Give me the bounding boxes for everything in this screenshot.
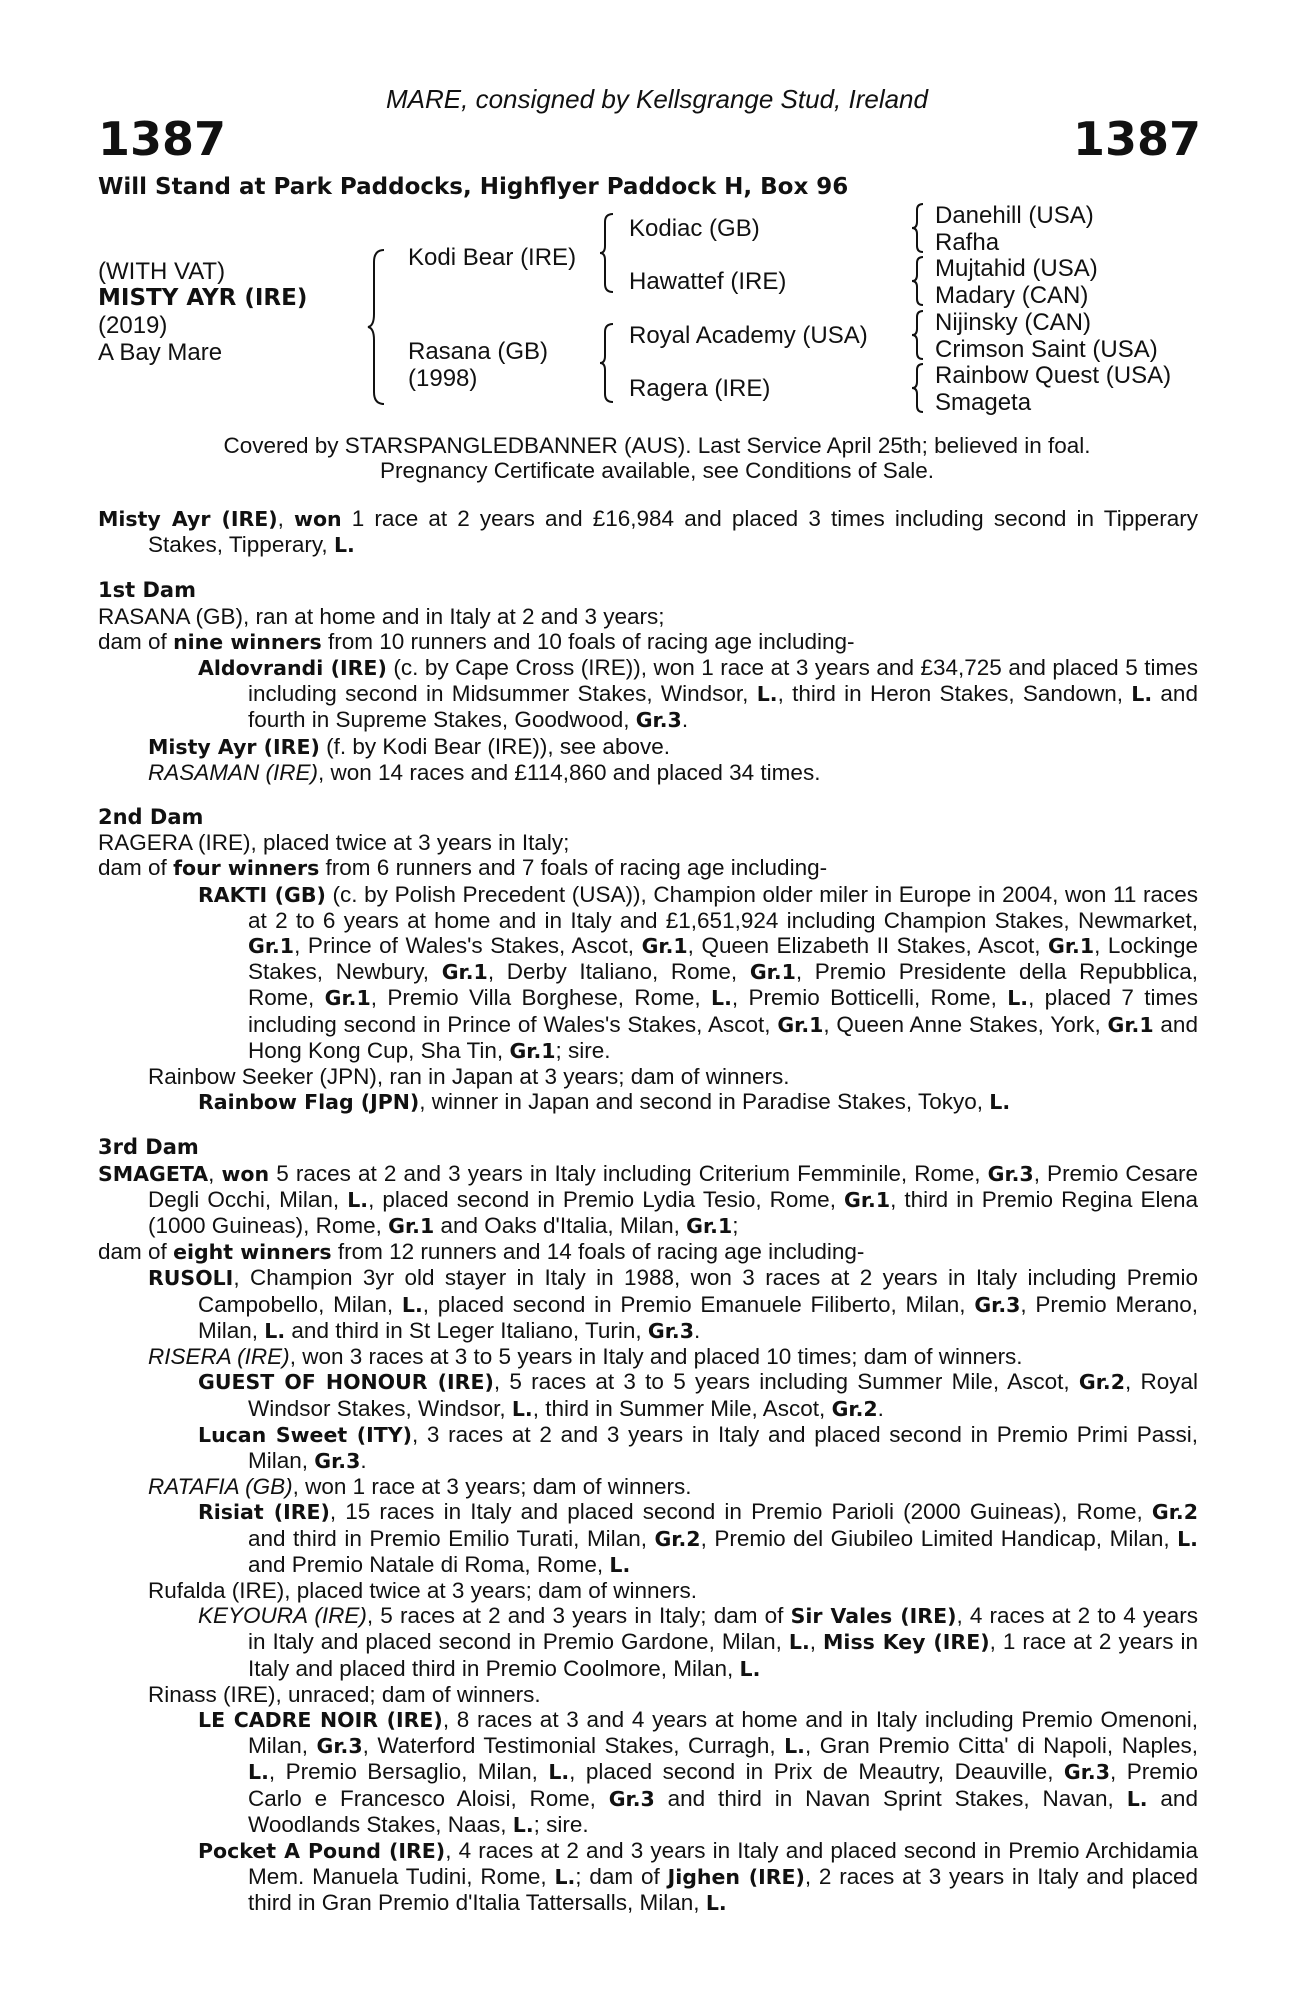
entry-text: , Prince of Wales's Stakes, Ascot, (294, 933, 635, 959)
entry-text: , Queen Elizabeth II Stakes, Ascot, (687, 933, 1041, 959)
sd-sire: Mujtahid (USA) (935, 255, 1098, 282)
produce-entry: Aldovrandi (IRE) (c. by Cape Cross (IRE)), won 1 race at 3 years and £34,725 and placed 5 times including second in Midsummer Stakes, Windsor, L., third in Heron Stakes, Sandown, L. and fourth in Supreme Stakes, Goodwood, Gr.3. (198, 655, 1198, 733)
produce-entry (98, 734, 1198, 760)
entry-text: and Oaks d'Italia, Milan, (440, 1213, 680, 1239)
listed-mark: L. (512, 1812, 534, 1837)
first-dam-produce (98, 629, 1198, 655)
intro-won: won (294, 507, 342, 531)
listed-mark: L. (1007, 986, 1029, 1011)
entry-name: Jighen (IRE) (667, 1865, 805, 1890)
entry-name: RISERA (IRE) (148, 1344, 290, 1370)
ds-sire: Nijinsky (CAN) (935, 309, 1091, 336)
entry-text: , Premio Presidente della Repubblica, Rome, (248, 959, 1198, 1011)
dd-dam: Smageta (935, 389, 1032, 416)
entry-text: , third in Heron Stakes, Sandown, (777, 681, 1123, 707)
consignor-line: MARE, consigned by Kellsgrange Stud, Ireland (386, 84, 928, 114)
entry-text: , third in Premio Regina Elena (1000 Guineas), Rome, (148, 1186, 1199, 1239)
entry-text: (f. by Kodi Bear (IRE)), see above. (326, 733, 670, 759)
listed-mark: L. (248, 1760, 269, 1785)
horse-description: A Bay Mare (98, 339, 223, 366)
horse-name: MISTY AYR (IRE) (98, 285, 308, 311)
intro-text: 1 race at 2 years and £16,984 and placed 3 times including second in Tipperary Stakes, Tipperary, (148, 506, 1198, 558)
listed-mark: L. (401, 1292, 423, 1317)
entry-name: SMAGETA (98, 1161, 209, 1186)
entry-text: , third in Summer Mile, Ascot, (532, 1395, 826, 1421)
entry-text: , placed 7 times including second in Prince of Wales's Stakes, Ascot, (248, 985, 1198, 1037)
entry-text: , won 1 race at 3 years; dam of winners. (292, 1474, 692, 1500)
sire-dam: Hawattef (IRE) (629, 268, 787, 295)
dd-sire: Rainbow Quest (USA) (935, 362, 1172, 389)
entry-name: Misty Ayr (IRE) (148, 734, 320, 759)
group-mark: Gr.3 (314, 1448, 361, 1473)
listed-mark: L. (554, 1865, 576, 1890)
entry-text: (c. by Cape Cross (IRE)), won 1 race at 3 years and £34,725 and placed 5 times including second in Midsummer Stakes, Windsor, (248, 655, 1198, 707)
entry-name: LE CADRE NOIR (IRE) (198, 1707, 443, 1732)
dam: Rasana (GB) (408, 338, 549, 365)
covered-line-2: Pregnancy Certificate available, see Conditions of Sale. (379, 458, 935, 483)
produce-summary: from 6 runners and 7 foals of racing age including- (325, 855, 828, 881)
entry-text: , 3 races at 2 and 3 years in Italy and placed second in Premio Primi Passi, Milan, (248, 1421, 1199, 1473)
intro-listed: L. (333, 533, 355, 558)
entry-text: , won 3 races at 3 to 5 years in Italy and placed 10 times; dam of winners. (289, 1344, 1023, 1370)
entry-text: ; dam of (575, 1864, 660, 1890)
produce-entry (98, 1838, 1198, 1917)
produce-entry (98, 1369, 1198, 1421)
entry-text: and third in Navan Sprint Stakes, Navan, (667, 1785, 1114, 1811)
produce-entry (98, 1089, 1198, 1115)
produce-entry (98, 1422, 1198, 1474)
entry-text: , Premio Merano, Milan, (198, 1291, 1198, 1343)
group-mark: Gr.1 (388, 1214, 435, 1239)
entry-name: KEYOURA (IRE) (198, 1603, 367, 1629)
group-mark: Gr.1 (749, 960, 796, 985)
produce-entry (98, 1265, 1198, 1344)
group-mark: Gr.1 (641, 934, 688, 959)
entry-name: Rainbow Flag (JPN) (198, 1090, 420, 1115)
intro-horse-name: Misty Ayr (IRE) (98, 507, 278, 531)
listed-mark: L. (1131, 682, 1153, 707)
brace-ds (910, 309, 926, 361)
entry-text: , Lockinge Stakes, Newbury, (248, 933, 1198, 985)
entry-text: , winner in Japan and second in Paradise Stakes, Tokyo, (419, 1089, 983, 1115)
entry-text: , 2 races at 3 years in Italy and placed third in Gran Premio d'Italia Tattersalls, Milan, (248, 1864, 1198, 1916)
produce-entry (98, 882, 1198, 1064)
entry-text: and Woodlands Stakes, Naas, (248, 1785, 1198, 1837)
listed-mark: L. (705, 1891, 727, 1916)
group-mark: Gr.3 (316, 1734, 363, 1759)
entry-text: , 4 races at 2 to 4 years in Italy and placed second in Premio Gardone, Milan, (248, 1603, 1198, 1655)
group-mark: Gr.3 (608, 1786, 655, 1811)
entry-text: . (693, 1317, 701, 1343)
entry-text: , Premio Cesare Degli Occhi, Milan, (148, 1160, 1198, 1212)
horse-year: (2019) (98, 312, 168, 339)
entry-name: Sir Vales (IRE) (790, 1604, 957, 1629)
listed-mark: L. (788, 1630, 810, 1655)
produce-entry (98, 1499, 1198, 1578)
listed-mark: L. (548, 1760, 570, 1785)
won-label: won (221, 1161, 270, 1186)
listed-mark: L. (1126, 1786, 1148, 1811)
entry-text: ; sire. (533, 1811, 589, 1837)
entry-name: RATAFIA (GB) (148, 1474, 293, 1500)
entry-text: . (877, 1395, 884, 1421)
entry-text: , Queen Anne Stakes, York, (823, 1011, 1101, 1037)
intro-paragraph: Misty Ayr (IRE), won 1 race at 2 years and £16,984 and placed 3 times including second in Tipperary Stakes, Tipperary, L. (98, 506, 1198, 558)
group-mark: Gr.3 (635, 708, 682, 733)
lot-number-left: 1387 (98, 112, 227, 166)
listed-mark: L. (347, 1187, 369, 1212)
entry-text: and Hong Kong Cup, Sha Tin, (248, 1011, 1198, 1063)
entry-text: , Premio Carlo e Francesco Aloisi, Rome, (248, 1759, 1198, 1811)
first-dam-line: RASANA (GB), ran at home and in Italy at 2 and 3 years; (98, 603, 665, 629)
listed-mark: L. (511, 1396, 533, 1421)
group-mark: Gr.3 (974, 1292, 1021, 1317)
group-mark: Gr.2 (831, 1396, 878, 1421)
listed-mark: L. (711, 986, 732, 1011)
group-mark: Gr.2 (1078, 1370, 1125, 1395)
winners-count: four winners (173, 856, 320, 881)
entry-text: , placed second in Premio Emanuele Filiberto, Milan, (422, 1291, 966, 1317)
second-dam-line: RAGERA (IRE), placed twice at 3 years in Italy; (98, 830, 570, 856)
entry-text: , Champion 3yr old stayer in Italy in 1988, won 3 races at 2 years in Italy including Premio Campobello, Milan, (198, 1265, 1198, 1317)
entry-text: , 5 races at 3 to 5 years including Summer Mile, Ascot, (493, 1369, 1070, 1395)
entry-name: Miss Key (IRE) (823, 1630, 990, 1655)
covered-line-1: Covered by STARSPANGLEDBANNER (AUS). Last Service April 25th; believed in foal. (223, 433, 1091, 458)
group-mark: Gr.3 (1063, 1760, 1110, 1785)
entry-text: and Premio Natale di Roma, Rome, (248, 1551, 604, 1577)
winners-count: eight winners (173, 1240, 332, 1265)
lot-number-right: 1387 (1072, 112, 1201, 166)
brace-sd (910, 255, 926, 307)
entry-text: , (809, 1629, 816, 1655)
produce-entry (98, 1474, 1198, 1499)
entry-text: , 4 races at 2 and 3 years in Italy and placed second in Premio Archidamia Mem. Manuela Tudini, Rome, (248, 1837, 1198, 1890)
group-mark: Gr.1 (509, 1038, 556, 1063)
entry-name: Aldovrandi (IRE) (198, 656, 387, 681)
brace-dd (910, 362, 926, 414)
dam-year: (1998) (408, 365, 478, 392)
entry-name: RASAMAN (IRE) (148, 759, 319, 785)
group-mark: Gr.3 (647, 1318, 694, 1343)
first-dam-heading: 1st Dam (98, 578, 196, 603)
entry-text: , Premio Villa Borghese, Rome, (370, 985, 701, 1011)
entry-name: Lucan Sweet (ITY) (198, 1422, 412, 1447)
entry-text: , Premio Botticelli, Rome, (731, 985, 997, 1011)
listed-mark: L. (739, 1656, 761, 1681)
second-dam-heading: 2nd Dam (98, 805, 204, 830)
third-dam-line: SMAGETA, won 5 races at 2 and 3 years in Italy including Criterium Femminile, Rome, Gr.3, Premio Cesare Degli Occhi, Milan, L., placed second in Premio Lydia Tesio, Rome, Gr.1, third in Premio Regina Elena (1000 Guineas), Rome, Gr.1 and Oaks d'Italia, Milan, Gr.1; (98, 1160, 1199, 1239)
listed-mark: L. (1177, 1526, 1198, 1551)
group-mark: Gr.1 (1048, 934, 1095, 959)
group-mark: Gr.2 (654, 1526, 701, 1551)
entry-text: 5 races at 2 and 3 years in Italy including Criterium Femminile, Rome, (276, 1160, 981, 1186)
produce-entry: Rufalda (IRE), placed twice at 3 years; dam of winners. (148, 1577, 697, 1603)
entry-text: , Royal Windsor Stakes, Windsor, (248, 1369, 1198, 1421)
entry-text: and third in Premio Emilio Turati, Milan, (248, 1525, 647, 1551)
entry-text: , 5 races at 2 and 3 years in Italy; dam of (366, 1603, 784, 1629)
group-mark: Gr.1 (441, 960, 488, 985)
stand-location: Will Stand at Park Paddocks, Highflyer Paddock H, Box 96 (98, 174, 849, 200)
group-mark: Gr.1 (1107, 1012, 1154, 1037)
entry-text: and third in St Leger Italiano, Turin, (291, 1317, 642, 1343)
covered-note (0, 433, 1314, 483)
entry-text: , 1 race at 2 years in Italy and placed third in Premio Coolmore, Milan, (248, 1629, 1198, 1681)
dam-of-label: dam of (98, 1239, 167, 1265)
entry-text: , won 14 races and £114,860 and placed 34 times. (318, 759, 821, 785)
entry-name: RUSOLI (148, 1266, 234, 1291)
produce-entry: Rainbow Seeker (JPN), ran in Japan at 3 years; dam of winners. (148, 1064, 790, 1090)
group-mark: Gr.1 (686, 1214, 733, 1239)
entry-name: Pocket A Pound (IRE) (198, 1838, 446, 1863)
produce-summary: from 10 runners and 10 foals of racing age including- (327, 628, 855, 654)
entry-text: , Waterford Testimonial Stakes, Curragh, (362, 1733, 776, 1759)
entry-name: RAKTI (GB) (198, 882, 326, 907)
second-dam-produce (98, 855, 1198, 881)
dam-dam: Ragera (IRE) (629, 375, 771, 402)
entry-name: Risiat (IRE) (198, 1500, 330, 1525)
ss-sire: Danehill (USA) (935, 202, 1094, 229)
listed-mark: L. (264, 1318, 286, 1343)
brace-dam (598, 322, 616, 404)
entry-text: , 8 races at 3 and 4 years at home and in Italy including Premio Omenoni, Milan, (248, 1706, 1198, 1759)
brace-1 (366, 248, 388, 406)
entry-name: GUEST OF HONOUR (IRE) (198, 1370, 494, 1395)
ds-dam: Crimson Saint (USA) (935, 336, 1158, 363)
dam-sire: Royal Academy (USA) (629, 322, 868, 349)
produce-entry (98, 1344, 1198, 1369)
group-mark: Gr.1 (844, 1187, 891, 1212)
sire: Kodi Bear (IRE) (408, 244, 577, 271)
listed-mark: L. (609, 1552, 631, 1577)
entry-text: . (360, 1447, 367, 1473)
brace-sire (598, 212, 616, 294)
group-mark: Gr.1 (324, 986, 371, 1011)
entry-text: , Gran Premio Citta' di Napoli, Naples, (804, 1733, 1198, 1759)
entry-text: ; sire. (555, 1037, 611, 1063)
entry-text: , placed second in Premio Lydia Tesio, Rome, (368, 1186, 836, 1212)
third-dam-heading: 3rd Dam (98, 1135, 199, 1160)
entry-text: , Premio Bersaglio, Milan, (268, 1759, 538, 1785)
produce-summary: from 12 runners and 14 foals of racing age including- (337, 1239, 865, 1265)
entry-text: , placed second in Prix de Meautry, Deauville, (569, 1759, 1054, 1785)
produce-entry (98, 1707, 1198, 1838)
entry-text: (c. by Polish Precedent (USA)), Champion older miler in Europe in 2004, won 11 races at 2 to 6 years at home and in Italy and £1,651,924 including Champion Stakes, Newmarket, (248, 881, 1198, 933)
produce-entry (98, 760, 1198, 785)
sire-sire: Kodiac (GB) (629, 215, 760, 242)
listed-mark: L. (784, 1734, 805, 1759)
listed-mark: L. (756, 682, 778, 707)
entry-text: , Premio del Giubileo Limited Handicap, Milan, (700, 1525, 1170, 1551)
entry-text: and fourth in Supreme Stakes, Goodwood, (248, 681, 1198, 733)
group-mark: Gr.2 (1151, 1500, 1198, 1525)
group-mark: Gr.1 (248, 934, 295, 959)
group-mark: Gr.3 (987, 1161, 1034, 1186)
listed-mark: L. (989, 1090, 1011, 1115)
entry-text: , Derby Italiano, Rome, (487, 959, 738, 985)
group-mark: Gr.1 (777, 1012, 824, 1037)
entry-text: ; (732, 1213, 739, 1239)
vat-note: (WITH VAT) (98, 258, 226, 285)
third-dam-produce (98, 1239, 1198, 1265)
catalogue-body (98, 506, 1198, 1917)
produce-entry (98, 1603, 1198, 1682)
winners-count: nine winners (173, 629, 322, 654)
brace-ss (910, 202, 926, 254)
sd-dam: Madary (CAN) (935, 282, 1089, 309)
dam-of-label: dam of (98, 628, 167, 654)
entry-text: , 15 races in Italy and placed second in Premio Parioli (2000 Guineas), Rome, (329, 1499, 1143, 1525)
dam-of-label: dam of (98, 855, 167, 881)
produce-entry: Rinass (IRE), unraced; dam of winners. (148, 1681, 541, 1707)
ss-dam: Rafha (935, 229, 1000, 256)
